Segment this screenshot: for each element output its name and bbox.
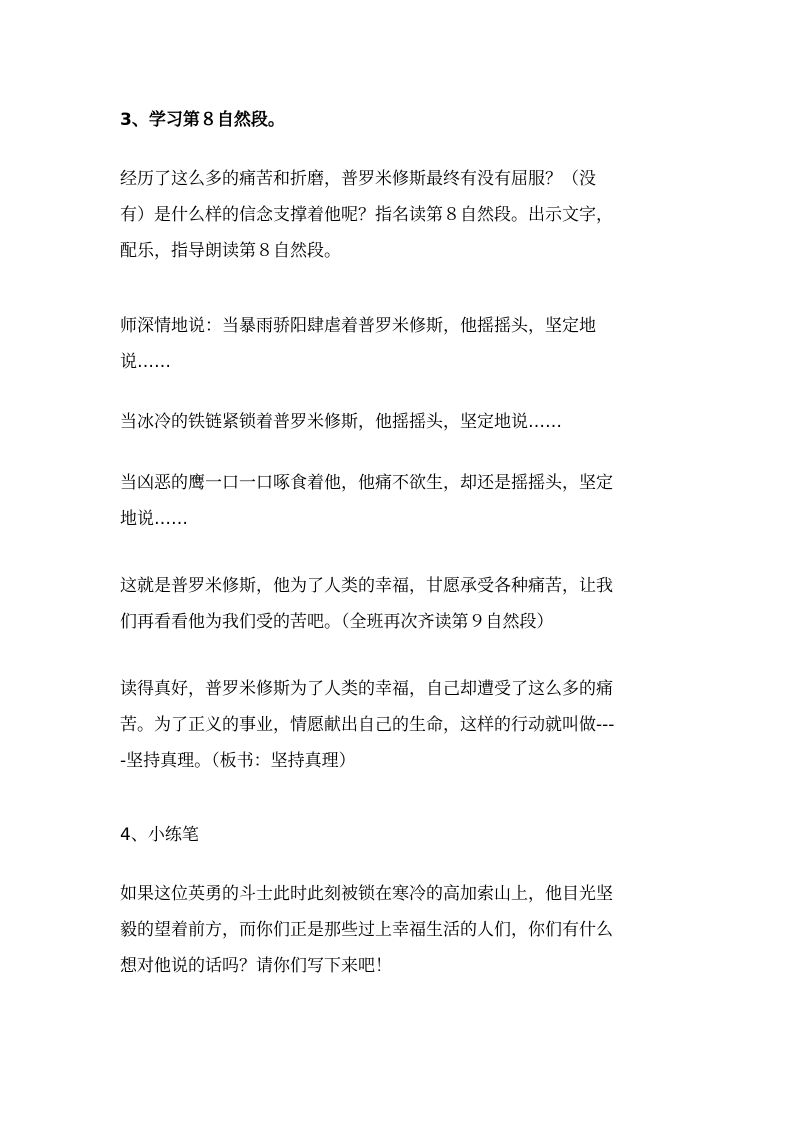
paragraph-2 — [120, 308, 680, 380]
paragraph-line: 当冰冷的铁链紧锁着普罗米修斯，他摇摇头，坚定地说…… — [120, 412, 562, 432]
paragraph-line: 经历了这么多的痛苦和折磨，普罗米修斯最终有没有屈服？（没 — [120, 169, 596, 189]
paragraph-line: 说…… — [120, 352, 171, 372]
paragraph-5 — [120, 568, 680, 640]
paragraph-line: 如果这位英勇的斗士此时此刻被锁在寒冷的高加索山上，他目光坚 — [120, 884, 613, 904]
paragraph-3 — [120, 404, 680, 440]
paragraph-1 — [120, 161, 680, 269]
paragraph-line: 苦。为了正义的事业，情愿献出自己的生命，这样的行动就叫做--- — [120, 715, 615, 735]
heading-text: 3、学习第８自然段。 — [120, 110, 285, 130]
paragraph-7 — [120, 876, 680, 984]
paragraph-line: 当凶恶的鹰一口一口啄食着他，他痛不欲生，却还是摇摇头，坚定 — [120, 473, 613, 493]
paragraph-line: 毅的望着前方，而你们正是那些过上幸福生活的人们，你们有什么 — [120, 920, 613, 940]
paragraph-6 — [120, 671, 680, 779]
paragraph-line: 们再看看他为我们受的苦吧。（全班再次齐读第９自然段） — [120, 612, 554, 632]
paragraph-line: 配乐，指导朗读第８自然段。 — [120, 241, 341, 261]
paragraph-line: 有）是什么样的信念支撑着他呢？指名读第８自然段。出示文字， — [120, 205, 613, 225]
paragraph-line: 地说…… — [120, 509, 188, 529]
paragraph-4 — [120, 465, 680, 537]
section-heading-4 — [120, 817, 680, 853]
heading-text: 4、小练笔 — [120, 825, 199, 845]
paragraph-line: 读得真好，普罗米修斯为了人类的幸福，自己却遭受了这么多的痛 — [120, 679, 613, 699]
paragraph-line: 这就是普罗米修斯，他为了人类的幸福，甘愿承受各种痛苦，让我 — [120, 576, 613, 596]
paragraph-line: 想对他说的话吗？请你们写下来吧！ — [120, 956, 392, 976]
paragraph-line: 师深情地说：当暴雨骄阳肆虐着普罗米修斯，他摇摇头，坚定地 — [120, 316, 596, 336]
paragraph-line: -坚持真理。（板书：坚持真理） — [120, 751, 356, 771]
section-heading-3 — [120, 102, 680, 138]
